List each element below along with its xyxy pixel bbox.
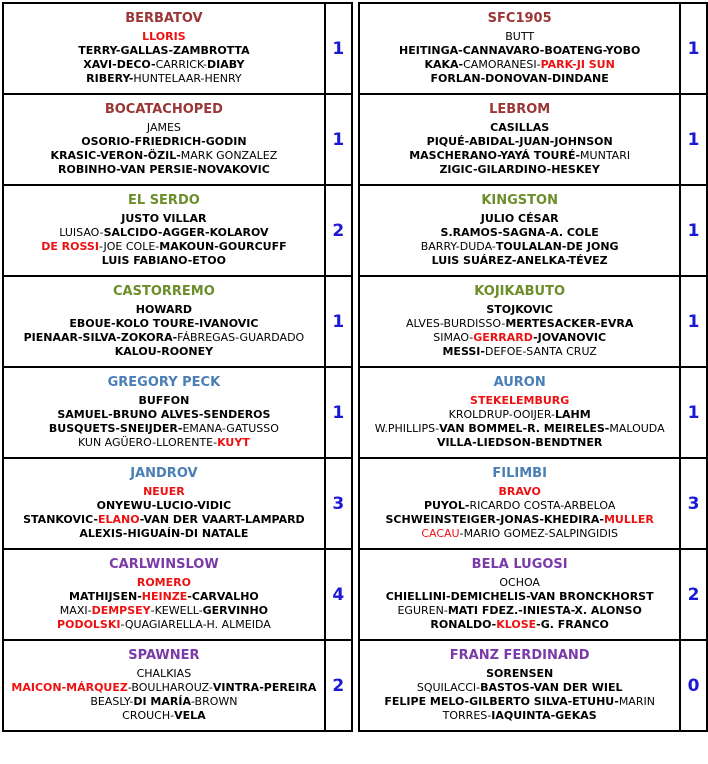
lineup-row bbox=[4, 499, 324, 513]
player-name: SORENSEN bbox=[486, 667, 554, 680]
team-lineup bbox=[2, 368, 324, 459]
team-lineup bbox=[358, 550, 679, 641]
team-score: 3 bbox=[679, 459, 708, 550]
lineup-row bbox=[4, 163, 324, 177]
player-name: -QUAGIARELLA-H. ALMEIDA bbox=[120, 618, 271, 631]
team-lineup bbox=[358, 2, 679, 95]
player-name: XAVI-DECO- bbox=[83, 58, 156, 71]
lineup-row bbox=[4, 317, 324, 331]
lineup-row bbox=[4, 709, 324, 723]
player-name: DIABY bbox=[207, 58, 245, 71]
lineup-row bbox=[360, 303, 679, 317]
match-row bbox=[2, 459, 708, 550]
match-row bbox=[2, 368, 708, 459]
player-name: KROLDRUP-OOIJER- bbox=[448, 408, 556, 421]
lineup-row bbox=[4, 331, 324, 345]
team-lineup bbox=[2, 459, 324, 550]
team-name: CARLWINSLOW bbox=[109, 557, 219, 572]
player-name: CASILLAS bbox=[490, 121, 550, 134]
player-name: DI MARÍA bbox=[133, 695, 191, 708]
lineup-row bbox=[4, 121, 324, 135]
player-name: VINTRA-PEREIRA bbox=[212, 681, 317, 694]
player-name: MARK GONZALEZ bbox=[180, 149, 278, 162]
lineup-row bbox=[4, 527, 324, 541]
match-row bbox=[2, 95, 708, 186]
player-name: BUSQUETS-SNEIJDER- bbox=[48, 422, 183, 435]
team-name: AURON bbox=[493, 375, 546, 390]
lineup-row bbox=[4, 72, 324, 86]
player-name: VILLA-LIEDSON-BENDTNER bbox=[436, 436, 603, 449]
lineup-row bbox=[360, 667, 679, 681]
lineup-row bbox=[4, 618, 324, 632]
player-name: CARRICK- bbox=[155, 58, 208, 71]
lineup-row bbox=[4, 408, 324, 422]
lineup-row bbox=[4, 394, 324, 408]
lineup-row bbox=[360, 408, 679, 422]
player-highlight: HEINZE bbox=[141, 590, 188, 603]
player-name: CHIELLINI-DEMICHELIS-VAN BRONCKHORST bbox=[385, 590, 654, 603]
player-name: FELIPE MELO-GILBERTO SILVA-ETUHU- bbox=[384, 695, 619, 708]
team-name: KINGSTON bbox=[481, 193, 558, 208]
match-row bbox=[2, 2, 708, 95]
player-name: -G. FRANCO bbox=[536, 618, 609, 631]
lineup-row bbox=[360, 527, 679, 541]
team-lineup bbox=[358, 459, 679, 550]
player-name: IAQUINTA-GEKAS bbox=[491, 709, 597, 722]
lineup-row bbox=[4, 513, 324, 527]
lineup-row bbox=[360, 121, 679, 135]
player-name: SAMUEL-BRUNO ALVES-SENDEROS bbox=[57, 408, 271, 421]
lineup-row bbox=[360, 30, 679, 44]
match-row bbox=[2, 277, 708, 368]
lineup-row bbox=[4, 422, 324, 436]
match-row bbox=[2, 186, 708, 277]
team-score: 2 bbox=[324, 186, 353, 277]
team-name: CASTORREMO bbox=[113, 284, 215, 299]
team-score: 1 bbox=[679, 277, 708, 368]
team-score: 1 bbox=[324, 95, 353, 186]
lineup-row bbox=[4, 303, 324, 317]
lineup-row bbox=[4, 135, 324, 149]
team-score: 1 bbox=[679, 2, 708, 95]
team-lineup bbox=[358, 368, 679, 459]
lineup-row bbox=[4, 485, 324, 499]
lineup-row bbox=[4, 254, 324, 268]
player-name: EMANA-GATUSSO bbox=[182, 422, 279, 435]
lineup-row bbox=[4, 149, 324, 163]
player-name: STOJKOVIC bbox=[486, 303, 553, 316]
player-name: VAN BOMMEL-R. MEIRELES- bbox=[439, 422, 610, 435]
lineup-row bbox=[360, 163, 679, 177]
team-score: 1 bbox=[679, 95, 708, 186]
lineup-row bbox=[4, 30, 324, 44]
player-name: BASTOS-VAN DER WIEL bbox=[480, 681, 623, 694]
player-name: BUFFON bbox=[138, 394, 190, 407]
team-score: 1 bbox=[324, 368, 353, 459]
lineup-row bbox=[4, 695, 324, 709]
lineup-row bbox=[360, 226, 679, 240]
player-name: OCHOA bbox=[499, 576, 540, 589]
lineup-row bbox=[4, 590, 324, 604]
player-highlight: ROMERO bbox=[136, 576, 191, 589]
lineup-row bbox=[360, 499, 679, 513]
player-name: TORRES- bbox=[442, 709, 492, 722]
team-name: BOCATACHOPED bbox=[104, 102, 223, 117]
player-name: MALOUDA bbox=[609, 422, 665, 435]
lineup-row bbox=[360, 681, 679, 695]
team-score: 2 bbox=[324, 641, 353, 732]
team-lineup bbox=[358, 641, 679, 732]
player-name: -BOULHAROUZ- bbox=[127, 681, 213, 694]
lineup-row bbox=[360, 709, 679, 723]
player-name: JAMES bbox=[146, 121, 181, 134]
player-name: MAXI- bbox=[59, 604, 92, 617]
team-lineup bbox=[358, 95, 679, 186]
lineup-row bbox=[4, 58, 324, 72]
team-name: SPAWNER bbox=[128, 648, 200, 663]
player-name: LAHM bbox=[555, 408, 591, 421]
player-name: MUNTARI bbox=[580, 149, 631, 162]
player-name: RONALDO- bbox=[430, 618, 497, 631]
lineup-row bbox=[360, 254, 679, 268]
player-name: LUIS SUÁREZ-ANELKA-TÉVEZ bbox=[431, 254, 608, 267]
lineup-row bbox=[360, 485, 679, 499]
lineup-row bbox=[360, 149, 679, 163]
player-name: -KEWELL- bbox=[150, 604, 203, 617]
team-score: 1 bbox=[324, 277, 353, 368]
team-lineup bbox=[358, 277, 679, 368]
player-name: VELA bbox=[174, 709, 206, 722]
player-name: FORLAN-DONOVAN-DINDANE bbox=[430, 72, 609, 85]
player-name: STANKOVIC- bbox=[23, 513, 98, 526]
player-name: BARRY-DUDA- bbox=[420, 240, 496, 253]
player-name: ALEXIS-HIGUAÍN-DI NATALE bbox=[79, 527, 249, 540]
lineup-row bbox=[360, 44, 679, 58]
team-name: BELA LUGOSI bbox=[471, 557, 568, 572]
fixtures-table bbox=[2, 2, 708, 732]
player-name: TOULALAN-DE JONG bbox=[495, 240, 619, 253]
player-highlight: NEUER bbox=[143, 485, 185, 498]
team-name: KOJIKABUTO bbox=[474, 284, 566, 299]
player-highlight: DEMPSEY bbox=[91, 604, 151, 617]
player-name: W.PHILLIPS- bbox=[374, 422, 440, 435]
player-name: ONYEWU-LUCIO-VIDIC bbox=[96, 499, 232, 512]
player-name: MESSI- bbox=[442, 345, 485, 358]
player-highlight: DE ROSSI bbox=[41, 240, 99, 253]
team-name: BERBATOV bbox=[125, 11, 203, 26]
player-name: GERVINHO bbox=[202, 604, 269, 617]
player-name: HOWARD bbox=[135, 303, 193, 316]
lineup-row bbox=[360, 345, 679, 359]
lineup-row bbox=[360, 317, 679, 331]
player-highlight: KUYT bbox=[217, 436, 250, 449]
player-name: KUN AGÜERO-LLORENTE- bbox=[77, 436, 218, 449]
player-highlight: CACAU bbox=[421, 527, 460, 540]
team-score: 1 bbox=[679, 186, 708, 277]
player-name: -MARIO GOMEZ-SALPINGIDIS bbox=[459, 527, 618, 540]
player-name: ALVES-BURDISSO- bbox=[405, 317, 506, 330]
player-name: -JOVANOVIC bbox=[533, 331, 607, 344]
lineup-row bbox=[4, 667, 324, 681]
player-name: FÁBREGAS-GUARDADO bbox=[177, 331, 305, 344]
player-name: CHALKIAS bbox=[136, 667, 192, 680]
lineup-row bbox=[360, 513, 679, 527]
match-row bbox=[2, 550, 708, 641]
player-highlight: KLOSE bbox=[496, 618, 537, 631]
player-name: MATHIJSEN- bbox=[69, 590, 142, 603]
player-name: RICARDO COSTA-ARBELOA bbox=[469, 499, 616, 512]
player-name: MATI FDEZ.-INIESTA-X. ALONSO bbox=[447, 604, 642, 617]
player-highlight: ELANO bbox=[97, 513, 140, 526]
player-name: KAKA- bbox=[424, 58, 464, 71]
lineup-row bbox=[4, 345, 324, 359]
lineup-row bbox=[360, 436, 679, 450]
player-name: MAKOUN-GOURCUFF bbox=[159, 240, 287, 253]
lineup-row bbox=[4, 212, 324, 226]
player-name: MERTESACKER-EVRA bbox=[505, 317, 634, 330]
lineup-row bbox=[360, 618, 679, 632]
player-name: -JOE COLE- bbox=[98, 240, 160, 253]
team-score: 0 bbox=[679, 641, 708, 732]
team-lineup bbox=[358, 186, 679, 277]
player-name: EGUREN- bbox=[397, 604, 448, 617]
lineup-row bbox=[360, 135, 679, 149]
lineup-row bbox=[360, 590, 679, 604]
player-name: KRASIC-VERON-ÖZIL- bbox=[50, 149, 181, 162]
player-highlight: GERRARD bbox=[473, 331, 534, 344]
player-name: SALCIDO-AGGER-KOLAROV bbox=[103, 226, 269, 239]
player-name: CROUCH- bbox=[122, 709, 175, 722]
match-row bbox=[2, 641, 708, 732]
team-score: 1 bbox=[324, 2, 353, 95]
player-name: BUTT bbox=[505, 30, 535, 43]
player-name: -BROWN bbox=[190, 695, 238, 708]
team-name: JANDROV bbox=[130, 466, 198, 481]
player-name: PIENAAR-SILVA-ZOKORA- bbox=[23, 331, 178, 344]
player-name: KALOU-ROONEY bbox=[114, 345, 214, 358]
player-highlight: BRAVO bbox=[498, 485, 541, 498]
team-name: LEBROM bbox=[489, 102, 551, 117]
lineup-row bbox=[360, 576, 679, 590]
lineup-row bbox=[360, 72, 679, 86]
player-highlight: LLORIS bbox=[142, 30, 186, 43]
team-lineup bbox=[2, 277, 324, 368]
team-score: 4 bbox=[324, 550, 353, 641]
lineup-row bbox=[360, 422, 679, 436]
player-name: ROBINHO-VAN PERSIE-NOVAKOVIC bbox=[58, 163, 270, 176]
player-name: JUSTO VILLAR bbox=[121, 212, 207, 225]
player-highlight: PODOLSKI bbox=[57, 618, 121, 631]
team-name: FRANZ FERDINAND bbox=[449, 648, 590, 663]
lineup-row bbox=[360, 212, 679, 226]
lineup-row bbox=[4, 240, 324, 254]
team-score: 2 bbox=[679, 550, 708, 641]
player-name: MARIN bbox=[618, 695, 655, 708]
player-name: SCHWEINSTEIGER-JONAS-KHEDIRA- bbox=[385, 513, 604, 526]
player-highlight: MULLER bbox=[603, 513, 654, 526]
team-name: FILIMBI bbox=[492, 466, 547, 481]
team-lineup bbox=[2, 95, 324, 186]
lineup-row bbox=[4, 436, 324, 450]
player-name: -VAN DER VAART-LAMPARD bbox=[139, 513, 305, 526]
team-score: 3 bbox=[324, 459, 353, 550]
player-name: DEFOE-SANTA CRUZ bbox=[484, 345, 597, 358]
lineup-row bbox=[360, 331, 679, 345]
lineup-row bbox=[360, 240, 679, 254]
lineup-row bbox=[360, 695, 679, 709]
player-name: JULIO CÉSAR bbox=[480, 212, 559, 225]
player-highlight: STEKELEMBURG bbox=[470, 394, 570, 407]
team-score: 1 bbox=[679, 368, 708, 459]
player-name: LUIS FABIANO-ETOO bbox=[101, 254, 226, 267]
player-name: RIBERY- bbox=[86, 72, 134, 85]
player-name: OSORIO-FRIEDRICH-GODIN bbox=[81, 135, 247, 148]
lineup-row bbox=[4, 576, 324, 590]
player-name: MASCHERANO-YAYÁ TOURÉ- bbox=[409, 149, 581, 162]
team-lineup bbox=[2, 550, 324, 641]
player-name: CAMORANESI- bbox=[463, 58, 541, 71]
lineup-row bbox=[4, 604, 324, 618]
lineup-row bbox=[4, 226, 324, 240]
lineup-row bbox=[360, 394, 679, 408]
player-name: HUNTELAAR-HENRY bbox=[133, 72, 242, 85]
team-lineup bbox=[2, 641, 324, 732]
player-highlight: PARK-JI SUN bbox=[540, 58, 615, 71]
player-name: PIQUÉ-ABIDAL-JUAN-JOHNSON bbox=[426, 135, 613, 148]
player-highlight: MAICON-MÁRQUEZ bbox=[11, 681, 128, 694]
lineup-row bbox=[4, 681, 324, 695]
player-name: EBOUE-KOLO TOURE-IVANOVIC bbox=[69, 317, 259, 330]
player-name: SIMAO- bbox=[433, 331, 474, 344]
player-name: HEITINGA-CANNAVARO-BOATENG-YOBO bbox=[399, 44, 641, 57]
player-name: TERRY-GALLAS-ZAMBROTTA bbox=[78, 44, 250, 57]
team-name: EL SERDO bbox=[128, 193, 200, 208]
player-name: -CARVALHO bbox=[187, 590, 259, 603]
team-name: SFC1905 bbox=[487, 11, 552, 26]
player-name: SQUILACCI- bbox=[416, 681, 481, 694]
player-name: BEASLY- bbox=[90, 695, 134, 708]
player-name: S.RAMOS-SAGNA-A. COLE bbox=[440, 226, 599, 239]
team-lineup bbox=[2, 186, 324, 277]
player-name: PUYOL- bbox=[423, 499, 470, 512]
player-name: LUISAO- bbox=[59, 226, 104, 239]
player-name: ZIGIC-GILARDINO-HESKEY bbox=[439, 163, 600, 176]
lineup-row bbox=[4, 44, 324, 58]
team-name: GREGORY PECK bbox=[107, 375, 221, 390]
lineup-row bbox=[360, 604, 679, 618]
team-lineup bbox=[2, 2, 324, 95]
lineup-row bbox=[360, 58, 679, 72]
